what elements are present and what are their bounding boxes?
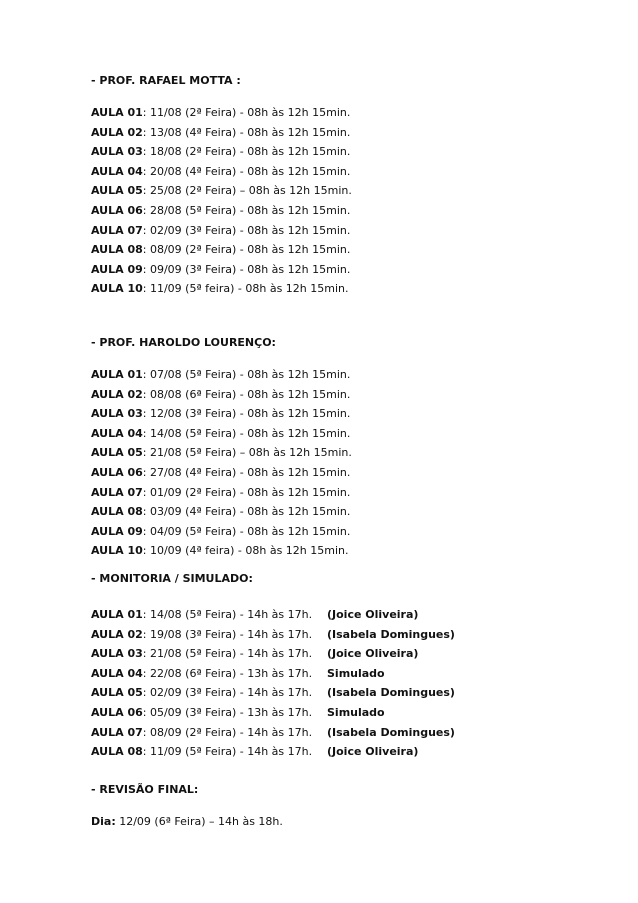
row-note: (Isabela Domingues) xyxy=(327,686,455,700)
schedule-row xyxy=(91,522,611,542)
row-label: AULA 08 xyxy=(91,243,143,257)
row-label: AULA 01 xyxy=(91,608,143,621)
row-text: : 14/08 (5ª Feira) - 08h às 12h 15min. xyxy=(142,426,351,440)
row-text: : 22/08 (6ª Feira) - 13h às 17h. xyxy=(142,666,313,680)
row-label: AULA 01 xyxy=(91,106,143,119)
row-label: AULA 07 xyxy=(91,223,143,237)
row-text: : 02/09 (3ª Feira) - 14h às 17h. xyxy=(142,686,313,700)
schedule-row xyxy=(91,221,611,241)
row-note: (Joice Oliveira) xyxy=(327,647,419,661)
row-text: : 07/08 (5ª Feira) - 08h às 12h 15min. xyxy=(142,368,351,381)
row-label: AULA 05 xyxy=(91,184,143,198)
row-label: AULA 08 xyxy=(91,505,143,519)
section-haroldo-lourenco xyxy=(91,333,611,561)
schedule-row xyxy=(91,463,611,483)
row-label: AULA 02 xyxy=(91,125,143,139)
row-label: AULA 08 xyxy=(91,745,143,759)
row-text: : 10/09 (4ª feira) - 08h às 12h 15min. xyxy=(142,544,349,558)
section-heading: - PROF. HAROLDO LOURENÇO: xyxy=(91,336,276,349)
schedule-row xyxy=(91,812,611,832)
row-label: AULA 04 xyxy=(91,164,143,178)
row-text: : 08/09 (2ª Feira) - 08h às 12h 15min. xyxy=(142,243,351,257)
row-text: : 13/08 (4ª Feira) - 08h às 12h 15min. xyxy=(142,125,351,139)
row-text: : 11/09 (5ª Feira) - 14h às 17h. xyxy=(142,745,313,759)
section-monitoria-simulado xyxy=(91,569,611,762)
section-heading: - PROF. RAFAEL MOTTA : xyxy=(91,74,241,87)
row-note: (Joice Oliveira) xyxy=(327,608,419,621)
section-heading: - REVISÃO FINAL: xyxy=(91,783,199,796)
row-label: AULA 09 xyxy=(91,524,143,538)
row-text: : 28/08 (5ª Feira) - 08h às 12h 15min. xyxy=(142,203,351,217)
schedule-row xyxy=(91,103,611,123)
row-label: AULA 10 xyxy=(91,282,143,296)
section-rafael-motta xyxy=(91,71,611,299)
row-note: (Joice Oliveira) xyxy=(327,745,419,759)
schedule-row xyxy=(91,240,611,260)
row-text: : 01/09 (2ª Feira) - 08h às 12h 15min. xyxy=(142,485,351,499)
row-note: Simulado xyxy=(327,705,385,719)
schedule-row xyxy=(91,502,611,522)
row-text: : 05/09 (3ª Feira) - 13h às 17h. xyxy=(142,705,313,719)
row-text: : 14/08 (5ª Feira) - 14h às 17h. xyxy=(142,608,313,621)
row-label: AULA 03 xyxy=(91,145,143,159)
schedule-row xyxy=(91,123,611,143)
row-text: : 25/08 (2ª Feira) – 08h às 12h 15min. xyxy=(142,184,352,198)
row-label: AULA 10 xyxy=(91,544,143,558)
row-text: 12/09 (6ª Feira) – 14h às 18h. xyxy=(115,815,283,828)
schedule-row xyxy=(91,181,611,201)
row-text: : 09/09 (3ª Feira) - 08h às 12h 15min. xyxy=(142,262,351,276)
row-text: : 11/09 (5ª feira) - 08h às 12h 15min. xyxy=(142,282,349,296)
row-text: : 21/08 (5ª Feira) – 08h às 12h 15min. xyxy=(142,446,352,460)
row-text: : 04/09 (5ª Feira) - 08h às 12h 15min. xyxy=(142,524,351,538)
row-label: AULA 02 xyxy=(91,387,143,401)
schedule-row xyxy=(91,723,611,743)
schedule-row xyxy=(91,162,611,182)
schedule-row xyxy=(91,683,611,703)
schedule-row xyxy=(91,443,611,463)
schedule-row xyxy=(91,541,611,561)
row-text: : 18/08 (2ª Feira) - 08h às 12h 15min. xyxy=(142,145,351,159)
row-text: : 08/09 (2ª Feira) - 14h às 17h. xyxy=(142,725,313,739)
schedule-row xyxy=(91,483,611,503)
schedule-row xyxy=(91,742,611,762)
row-label: AULA 03 xyxy=(91,647,143,661)
row-note: (Isabela Domingues) xyxy=(327,627,455,641)
row-note: Simulado xyxy=(327,666,385,680)
row-text: : 03/09 (4ª Feira) - 08h às 12h 15min. xyxy=(142,505,351,519)
section-heading: - MONITORIA / SIMULADO: xyxy=(91,572,253,585)
row-label: AULA 04 xyxy=(91,666,143,680)
row-text: : 27/08 (4ª Feira) - 08h às 12h 15min. xyxy=(142,465,351,479)
row-label: AULA 01 xyxy=(91,368,143,381)
schedule-row xyxy=(91,365,611,385)
section-revisao-final xyxy=(91,780,611,832)
row-text: : 08/08 (6ª Feira) - 08h às 12h 15min. xyxy=(142,387,351,401)
schedule-row xyxy=(91,385,611,405)
schedule-row xyxy=(91,424,611,444)
row-label: AULA 07 xyxy=(91,485,143,499)
schedule-row xyxy=(91,625,611,645)
schedule-row xyxy=(91,142,611,162)
schedule-row xyxy=(91,664,611,684)
row-label: AULA 06 xyxy=(91,465,143,479)
row-label: AULA 05 xyxy=(91,686,143,700)
schedule-row xyxy=(91,605,611,625)
row-text: : 21/08 (5ª Feira) - 14h às 17h. xyxy=(142,647,313,661)
row-text: : 20/08 (4ª Feira) - 08h às 12h 15min. xyxy=(142,164,351,178)
row-label: AULA 06 xyxy=(91,203,143,217)
row-label: AULA 06 xyxy=(91,705,143,719)
row-text: : 02/09 (3ª Feira) - 08h às 12h 15min. xyxy=(142,223,351,237)
row-text: : 11/08 (2ª Feira) - 08h às 12h 15min. xyxy=(142,106,351,119)
row-label: AULA 05 xyxy=(91,446,143,460)
row-text: : 19/08 (3ª Feira) - 14h às 17h. xyxy=(142,627,313,641)
row-text: : 12/08 (3ª Feira) - 08h às 12h 15min. xyxy=(142,407,351,421)
row-label: AULA 03 xyxy=(91,407,143,421)
row-label: AULA 07 xyxy=(91,725,143,739)
schedule-row xyxy=(91,703,611,723)
schedule-row xyxy=(91,404,611,424)
row-note: (Isabela Domingues) xyxy=(327,725,455,739)
schedule-row xyxy=(91,644,611,664)
row-label: AULA 09 xyxy=(91,262,143,276)
schedule-row xyxy=(91,279,611,299)
schedule-row xyxy=(91,201,611,221)
schedule-row xyxy=(91,260,611,280)
row-label: Dia: xyxy=(91,815,116,828)
row-label: AULA 02 xyxy=(91,627,143,641)
row-label: AULA 04 xyxy=(91,426,143,440)
